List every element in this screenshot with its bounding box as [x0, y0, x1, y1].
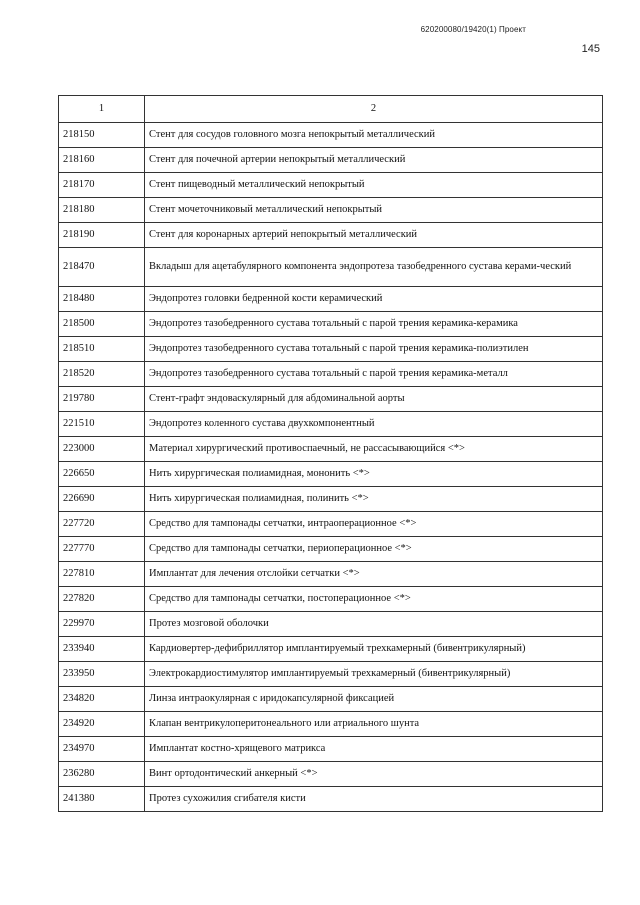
table-row — [59, 587, 603, 612]
name-cell: Кардиовертер-дефибриллятор имплантируемый трехкамерный (бивентрикулярный) — [145, 637, 603, 662]
column-header-1: 1 — [59, 96, 145, 123]
table-row — [59, 637, 603, 662]
name-cell: Эндопротез тазобедренного сустава тотальный с парой трения керамика-керамика — [145, 312, 603, 337]
name-cell: Материал хирургический противоспаечный, не рассасывающийся <*> — [145, 437, 603, 462]
table-row — [59, 662, 603, 687]
code-cell: 218190 — [59, 223, 145, 248]
name-cell: Нить хирургическая полиамидная, мононить <*> — [145, 462, 603, 487]
code-cell: 218150 — [59, 123, 145, 148]
code-cell: 234920 — [59, 712, 145, 737]
table-row — [59, 737, 603, 762]
name-cell: Стент для сосудов головного мозга непокрытый металлический — [145, 123, 603, 148]
code-cell: 218500 — [59, 312, 145, 337]
column-header-2: 2 — [145, 96, 603, 123]
table-row — [59, 412, 603, 437]
name-cell: Стент для коронарных артерий непокрытый металлический — [145, 223, 603, 248]
name-cell: Средство для тампонады сетчатки, интраоперационное <*> — [145, 512, 603, 537]
code-cell: 241380 — [59, 787, 145, 812]
code-cell: 226650 — [59, 462, 145, 487]
table-row — [59, 612, 603, 637]
name-cell: Средство для тампонады сетчатки, периоперационное <*> — [145, 537, 603, 562]
table-row — [59, 123, 603, 148]
table-row — [59, 712, 603, 737]
name-cell: Стент-графт эндоваскулярный для абдоминальной аорты — [145, 387, 603, 412]
name-cell: Вкладыш для ацетабулярного компонента эндопротеза тазобедренного сустава керами-ческий — [145, 248, 603, 287]
code-cell: 226690 — [59, 487, 145, 512]
table-row — [59, 687, 603, 712]
code-cell: 236280 — [59, 762, 145, 787]
code-cell: 227770 — [59, 537, 145, 562]
table-row — [59, 362, 603, 387]
table-row — [59, 462, 603, 487]
page-number: 145 — [581, 43, 600, 55]
name-cell: Имплантат костно-хрящевого матрикса — [145, 737, 603, 762]
code-cell: 227720 — [59, 512, 145, 537]
table-row — [59, 337, 603, 362]
name-cell: Эндопротез тазобедренного сустава тотальный с парой трения керамика-металл — [145, 362, 603, 387]
table-row — [59, 487, 603, 512]
table-row — [59, 223, 603, 248]
code-cell: 218510 — [59, 337, 145, 362]
name-cell: Протез сухожилия сгибателя кисти — [145, 787, 603, 812]
table-header-row — [59, 96, 603, 123]
document-reference: 620200080/19420(1) Проект — [420, 25, 526, 34]
code-cell: 234820 — [59, 687, 145, 712]
code-cell: 227820 — [59, 587, 145, 612]
name-cell: Стент пищеводный металлический непокрытый — [145, 173, 603, 198]
name-cell: Стент мочеточниковый металлический непокрытый — [145, 198, 603, 223]
name-cell: Нить хирургическая полиамидная, полинить <*> — [145, 487, 603, 512]
table-row — [59, 762, 603, 787]
code-cell: 218160 — [59, 148, 145, 173]
code-cell: 234970 — [59, 737, 145, 762]
name-cell: Эндопротез головки бедренной кости керамический — [145, 287, 603, 312]
code-cell: 218470 — [59, 248, 145, 287]
table-row — [59, 148, 603, 173]
code-cell: 229970 — [59, 612, 145, 637]
table-row — [59, 512, 603, 537]
table-row — [59, 312, 603, 337]
code-cell: 218480 — [59, 287, 145, 312]
name-cell: Средство для тампонады сетчатки, постоперационное <*> — [145, 587, 603, 612]
name-cell: Протез мозговой оболочки — [145, 612, 603, 637]
table-row — [59, 173, 603, 198]
name-cell: Линза интраокулярная с иридокапсулярной фиксацией — [145, 687, 603, 712]
name-cell: Винт ортодонтический анкерный <*> — [145, 762, 603, 787]
code-cell: 233940 — [59, 637, 145, 662]
table-row — [59, 198, 603, 223]
code-cell: 219780 — [59, 387, 145, 412]
table-row — [59, 387, 603, 412]
table-body — [59, 123, 603, 812]
code-cell: 223000 — [59, 437, 145, 462]
name-cell: Имплантат для лечения отслойки сетчатки <*> — [145, 562, 603, 587]
table-row — [59, 537, 603, 562]
name-cell: Эндопротез тазобедренного сустава тотальный с парой трения керамика-полиэтилен — [145, 337, 603, 362]
device-table — [58, 95, 603, 812]
code-cell: 218170 — [59, 173, 145, 198]
code-cell: 218180 — [59, 198, 145, 223]
code-cell: 227810 — [59, 562, 145, 587]
table-row — [59, 248, 603, 287]
table-row — [59, 287, 603, 312]
code-cell: 233950 — [59, 662, 145, 687]
name-cell: Стент для почечной артерии непокрытый металлический — [145, 148, 603, 173]
name-cell: Эндопротез коленного сустава двухкомпонентный — [145, 412, 603, 437]
table-row — [59, 562, 603, 587]
code-cell: 218520 — [59, 362, 145, 387]
code-cell: 221510 — [59, 412, 145, 437]
name-cell: Электрокардиостимулятор имплантируемый трехкамерный (бивентрикулярный) — [145, 662, 603, 687]
table-row — [59, 787, 603, 812]
table-row — [59, 437, 603, 462]
name-cell: Клапан вентрикулоперитонеального или атриального шунта — [145, 712, 603, 737]
